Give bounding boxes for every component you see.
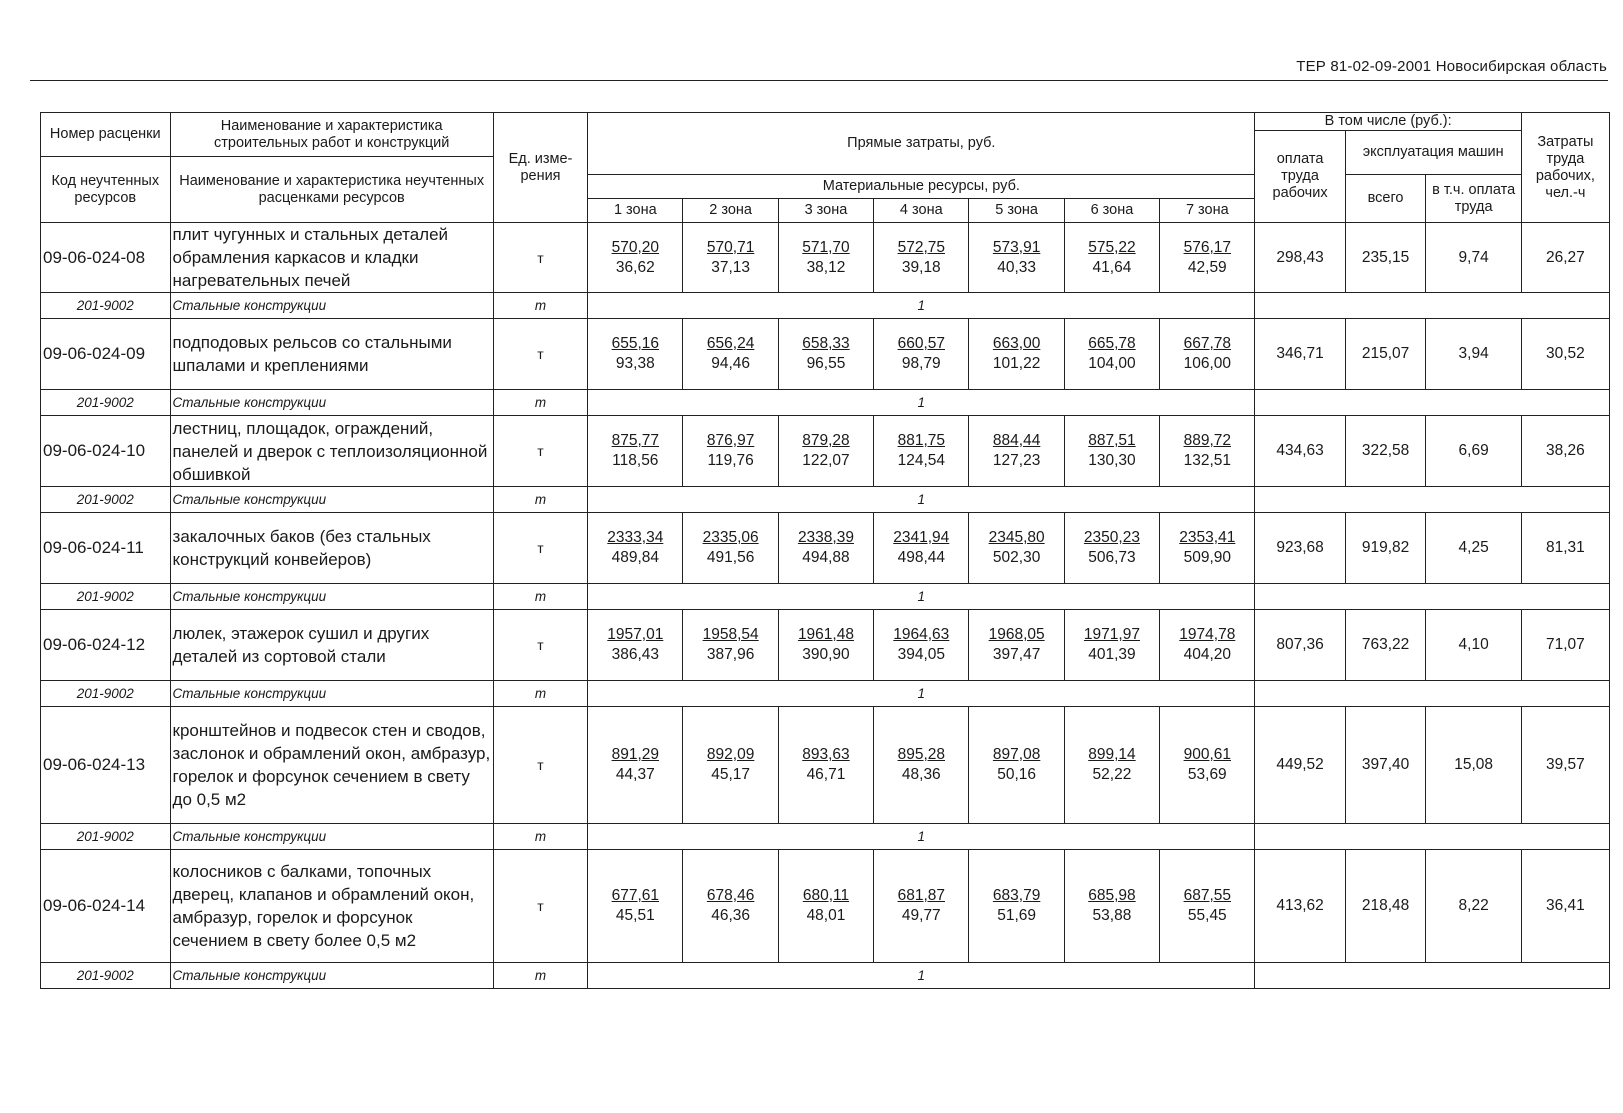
material-cost: 41,64 (1092, 258, 1132, 276)
header-zone: 4 зона (874, 199, 969, 223)
material-cost: 50,16 (997, 766, 1037, 783)
resource-unit: т (493, 584, 587, 610)
resource-row (41, 681, 1610, 707)
material-cost: 401,39 (1088, 646, 1136, 663)
resource-row (41, 390, 1610, 416)
resource-qty: 1 (588, 824, 1255, 850)
zone-price (1064, 610, 1159, 681)
zone-price (683, 416, 778, 487)
zone-price (969, 707, 1064, 824)
zone-price (778, 610, 873, 681)
direct-cost: 2350,23 (1083, 529, 1140, 546)
material-cost: 93,38 (615, 355, 655, 372)
unit: т (493, 850, 587, 963)
header-code: Код неучтенных ресурсов (41, 157, 171, 223)
work-name: кронштейнов и подвесок стен и сводов, заслонок и обрамлений окон, амбразур, горелок и форсунок сечением в свету до 0,5 м2 (170, 707, 493, 824)
unit: т (493, 223, 587, 293)
direct-cost: 681,87 (897, 887, 945, 904)
table-row (41, 223, 1610, 293)
material-cost: 491,56 (706, 549, 755, 566)
resource-code: 201-9002 (41, 584, 171, 610)
material-cost: 98,79 (901, 355, 941, 372)
material-cost: 394,05 (897, 646, 945, 663)
zone-price (969, 513, 1064, 584)
table-row (41, 319, 1610, 390)
zone-price (778, 850, 873, 963)
resource-blank (1255, 390, 1610, 416)
material-cost: 45,51 (615, 907, 655, 924)
material-cost: 94,46 (711, 355, 751, 372)
labor-hours: 36,41 (1521, 850, 1609, 963)
resource-name: Стальные конструкции (170, 824, 493, 850)
resource-unit: т (493, 293, 587, 319)
machines-pay: 8,22 (1426, 850, 1521, 963)
machines-pay: 3,94 (1426, 319, 1521, 390)
zone-price (588, 513, 683, 584)
header-machines-total: всего (1345, 175, 1426, 223)
zone-price (778, 416, 873, 487)
material-cost: 390,90 (802, 646, 850, 663)
zone-price (1160, 223, 1255, 293)
machines-pay: 4,10 (1426, 610, 1521, 681)
resource-qty: 1 (588, 681, 1255, 707)
rate-number: 09-06-024-10 (41, 416, 171, 487)
zone-price (588, 610, 683, 681)
direct-cost: 892,09 (706, 746, 755, 763)
table-row (41, 610, 1610, 681)
material-cost: 53,69 (1187, 766, 1227, 783)
header-zone: 2 зона (683, 199, 778, 223)
zone-price (683, 319, 778, 390)
table-row (41, 416, 1610, 487)
direct-cost: 2341,94 (893, 529, 950, 546)
material-cost: 489,84 (611, 549, 660, 566)
direct-cost: 889,72 (1183, 432, 1231, 449)
work-name: подподовых рельсов со стальными шпалами и креплениями (170, 319, 493, 390)
zone-price (969, 223, 1064, 293)
direct-cost: 576,17 (1183, 238, 1231, 256)
labor-pay: 923,68 (1255, 513, 1345, 584)
zone-price (874, 416, 969, 487)
material-cost: 101,22 (992, 355, 1041, 372)
zone-price (874, 319, 969, 390)
header-including: В том числе (руб.): (1255, 113, 1521, 131)
resource-qty: 1 (588, 293, 1255, 319)
resource-blank (1255, 487, 1610, 513)
zone-price (1160, 610, 1255, 681)
material-cost: 106,00 (1183, 355, 1231, 372)
direct-cost: 897,08 (992, 746, 1041, 763)
rate-number: 09-06-024-13 (41, 707, 171, 824)
resource-unit: т (493, 390, 587, 416)
zone-price (1064, 850, 1159, 963)
header-machines-pay: в т.ч. оплата труда (1426, 175, 1521, 223)
rate-number: 09-06-024-12 (41, 610, 171, 681)
unit: т (493, 610, 587, 681)
work-name: колосников с балками, топочных дверец, клапанов и обрамлений окон, амбразур, горелок и форсунок сечением в свету более 0,5 м2 (170, 850, 493, 963)
labor-pay: 413,62 (1255, 850, 1345, 963)
zone-price (588, 707, 683, 824)
direct-cost: 2333,34 (607, 529, 664, 546)
header-labor-pay: оплата труда рабочих (1255, 131, 1345, 223)
material-cost: 46,71 (806, 766, 846, 783)
labor-hours: 71,07 (1521, 610, 1609, 681)
zone-price (683, 610, 778, 681)
direct-cost: 875,77 (611, 432, 660, 449)
resource-blank (1255, 963, 1610, 989)
zone-price (683, 223, 778, 293)
material-cost: 52,22 (1092, 766, 1132, 783)
labor-pay: 449,52 (1255, 707, 1345, 824)
labor-hours: 81,31 (1521, 513, 1609, 584)
material-cost: 37,13 (711, 258, 751, 276)
material-cost: 386,43 (611, 646, 660, 663)
material-cost: 40,33 (997, 258, 1037, 276)
direct-cost: 571,70 (802, 238, 850, 256)
resource-row (41, 963, 1610, 989)
resource-qty: 1 (588, 584, 1255, 610)
material-cost: 48,01 (806, 907, 846, 924)
zone-price (588, 319, 683, 390)
unit: т (493, 319, 587, 390)
zone-price (874, 223, 969, 293)
zone-price (588, 223, 683, 293)
direct-cost: 1957,01 (607, 626, 664, 643)
resource-name: Стальные конструкции (170, 487, 493, 513)
unit: т (493, 707, 587, 824)
zone-price (874, 707, 969, 824)
header-direct-costs: Прямые затраты, руб. (588, 113, 1255, 175)
table-head (41, 113, 1610, 223)
resource-unit: т (493, 487, 587, 513)
zone-price (683, 707, 778, 824)
zone-price (969, 416, 1064, 487)
direct-cost: 685,98 (1088, 887, 1136, 904)
material-cost: 51,69 (997, 907, 1037, 924)
header-res-name: Наименование и характеристика неучтенных расценками ресурсов (170, 157, 493, 223)
material-cost: 506,73 (1088, 549, 1136, 566)
direct-cost: 663,00 (992, 335, 1041, 352)
page-header: ТЕР 81-02-09-2001 Новосибирская область (1296, 58, 1607, 75)
direct-cost: 572,75 (897, 238, 945, 256)
direct-cost: 660,57 (897, 335, 945, 352)
labor-hours: 39,57 (1521, 707, 1609, 824)
direct-cost: 687,55 (1183, 887, 1231, 904)
resource-name: Стальные конструкции (170, 293, 493, 319)
resource-name: Стальные конструкции (170, 963, 493, 989)
header-zone: 6 зона (1064, 199, 1159, 223)
material-cost: 509,90 (1183, 549, 1231, 566)
table-row (41, 707, 1610, 824)
material-cost: 39,18 (901, 258, 941, 276)
machines-pay: 6,69 (1426, 416, 1521, 487)
zone-price (1064, 416, 1159, 487)
zone-price (1160, 416, 1255, 487)
material-cost: 48,36 (901, 766, 941, 783)
rate-number: 09-06-024-08 (41, 223, 171, 293)
machines-total: 218,48 (1345, 850, 1426, 963)
table-body (41, 223, 1610, 989)
material-cost: 397,47 (992, 646, 1041, 663)
work-name: плит чугунных и стальных деталей обрамления каркасов и кладки нагревательных печей (170, 223, 493, 293)
resource-unit: т (493, 824, 587, 850)
direct-cost: 1958,54 (702, 626, 759, 643)
direct-cost: 893,63 (802, 746, 850, 763)
work-name: люлек, этажерок сушил и других деталей из сортовой стали (170, 610, 493, 681)
header-zone: 3 зона (778, 199, 873, 223)
material-cost: 404,20 (1183, 646, 1231, 663)
material-cost: 45,17 (711, 766, 751, 783)
material-cost: 49,77 (901, 907, 941, 924)
header-unit: Ед. изме- рения (493, 113, 587, 223)
rates-table (40, 112, 1610, 989)
resource-code: 201-9002 (41, 963, 171, 989)
zone-price (969, 850, 1064, 963)
zone-price (778, 513, 873, 584)
direct-cost: 667,78 (1183, 335, 1231, 352)
work-name: закалочных баков (без стальных конструкций конвейеров) (170, 513, 493, 584)
material-cost: 44,37 (615, 766, 655, 783)
header-materials: Материальные ресурсы, руб. (588, 175, 1255, 199)
direct-cost: 884,44 (992, 432, 1041, 449)
zone-price (1064, 223, 1159, 293)
header-zone: 1 зона (588, 199, 683, 223)
resource-blank (1255, 824, 1610, 850)
resource-unit: т (493, 963, 587, 989)
direct-cost: 2338,39 (797, 529, 854, 546)
resource-row (41, 584, 1610, 610)
header-rule (30, 80, 1608, 81)
zone-price (874, 610, 969, 681)
direct-cost: 2335,06 (702, 529, 759, 546)
zone-price (1160, 319, 1255, 390)
direct-cost: 575,22 (1088, 238, 1136, 256)
zone-price (1064, 513, 1159, 584)
direct-cost: 683,79 (992, 887, 1041, 904)
material-cost: 38,12 (806, 258, 846, 276)
unit: т (493, 416, 587, 487)
resource-code: 201-9002 (41, 487, 171, 513)
material-cost: 46,36 (711, 907, 751, 924)
labor-pay: 434,63 (1255, 416, 1345, 487)
direct-cost: 900,61 (1183, 746, 1231, 763)
material-cost: 53,88 (1092, 907, 1132, 924)
material-cost: 130,30 (1088, 452, 1136, 469)
direct-cost: 570,20 (611, 238, 660, 256)
resource-qty: 1 (588, 963, 1255, 989)
material-cost: 502,30 (992, 549, 1041, 566)
direct-cost: 665,78 (1088, 335, 1136, 352)
labor-pay: 346,71 (1255, 319, 1345, 390)
resource-row (41, 824, 1610, 850)
rate-number: 09-06-024-14 (41, 850, 171, 963)
resource-name: Стальные конструкции (170, 681, 493, 707)
material-cost: 96,55 (806, 355, 846, 372)
zone-price (1160, 513, 1255, 584)
material-cost: 122,07 (802, 452, 850, 469)
material-cost: 36,62 (615, 258, 655, 276)
resource-code: 201-9002 (41, 293, 171, 319)
rate-number: 09-06-024-11 (41, 513, 171, 584)
machines-pay: 4,25 (1426, 513, 1521, 584)
zone-price (778, 707, 873, 824)
direct-cost: 677,61 (611, 887, 660, 904)
direct-cost: 1961,48 (797, 626, 854, 643)
resource-blank (1255, 584, 1610, 610)
header-zone: 5 зона (969, 199, 1064, 223)
direct-cost: 678,46 (706, 887, 755, 904)
material-cost: 119,76 (707, 452, 754, 469)
labor-hours: 38,26 (1521, 416, 1609, 487)
direct-cost: 570,71 (706, 238, 755, 256)
resource-blank (1255, 681, 1610, 707)
zone-price (1064, 319, 1159, 390)
zone-price (969, 319, 1064, 390)
direct-cost: 876,97 (706, 432, 755, 449)
header-name: Наименование и характеристика строительных работ и конструкций (170, 113, 493, 157)
labor-pay: 807,36 (1255, 610, 1345, 681)
machines-total: 215,07 (1345, 319, 1426, 390)
direct-cost: 2345,80 (988, 529, 1045, 546)
material-cost: 124,54 (897, 452, 945, 469)
zone-price (588, 416, 683, 487)
resource-name: Стальные конструкции (170, 390, 493, 416)
material-cost: 104,00 (1088, 355, 1136, 372)
resource-blank (1255, 293, 1610, 319)
resource-name: Стальные конструкции (170, 584, 493, 610)
header-machines: эксплуатация машин (1345, 131, 1521, 175)
resource-qty: 1 (588, 390, 1255, 416)
work-name: лестниц, площадок, ограждений, панелей и дверок с теплоизоляционной обшивкой (170, 416, 493, 487)
machines-total: 397,40 (1345, 707, 1426, 824)
direct-cost: 879,28 (802, 432, 850, 449)
direct-cost: 1974,78 (1179, 626, 1236, 643)
material-cost: 494,88 (802, 549, 850, 566)
material-cost: 42,59 (1187, 258, 1227, 276)
resource-code: 201-9002 (41, 824, 171, 850)
material-cost: 118,56 (612, 452, 659, 469)
direct-cost: 658,33 (802, 335, 850, 352)
direct-cost: 680,11 (802, 887, 850, 904)
zone-price (1160, 707, 1255, 824)
machines-total: 322,58 (1345, 416, 1426, 487)
direct-cost: 656,24 (706, 335, 755, 352)
direct-cost: 887,51 (1088, 432, 1136, 449)
resource-row (41, 293, 1610, 319)
direct-cost: 1964,63 (893, 626, 950, 643)
labor-pay: 298,43 (1255, 223, 1345, 293)
zone-price (778, 319, 873, 390)
direct-cost: 2353,41 (1179, 529, 1236, 546)
header-number: Номер расценки (41, 113, 171, 157)
rate-number: 09-06-024-09 (41, 319, 171, 390)
unit: т (493, 513, 587, 584)
labor-hours: 30,52 (1521, 319, 1609, 390)
material-cost: 127,23 (992, 452, 1041, 469)
material-cost: 498,44 (897, 549, 945, 566)
machines-total: 763,22 (1345, 610, 1426, 681)
material-cost: 132,51 (1183, 452, 1231, 469)
machines-total: 235,15 (1345, 223, 1426, 293)
zone-price (588, 850, 683, 963)
material-cost: 387,96 (706, 646, 755, 663)
zone-price (683, 513, 778, 584)
direct-cost: 1968,05 (988, 626, 1045, 643)
resource-code: 201-9002 (41, 390, 171, 416)
direct-cost: 655,16 (611, 335, 660, 352)
resource-code: 201-9002 (41, 681, 171, 707)
zone-price (778, 223, 873, 293)
resource-unit: т (493, 681, 587, 707)
resource-row (41, 487, 1610, 513)
direct-cost: 891,29 (611, 746, 660, 763)
machines-pay: 15,08 (1426, 707, 1521, 824)
zone-price (969, 610, 1064, 681)
direct-cost: 899,14 (1088, 746, 1136, 763)
machines-pay: 9,74 (1426, 223, 1521, 293)
zone-price (874, 850, 969, 963)
zone-price (874, 513, 969, 584)
material-cost: 55,45 (1187, 907, 1227, 924)
header-labor: Затраты труда рабочих, чел.-ч (1521, 113, 1609, 223)
zone-price (1160, 850, 1255, 963)
machines-total: 919,82 (1345, 513, 1426, 584)
direct-cost: 881,75 (897, 432, 945, 449)
resource-qty: 1 (588, 487, 1255, 513)
direct-cost: 573,91 (992, 238, 1041, 256)
zone-price (1064, 707, 1159, 824)
zone-price (683, 850, 778, 963)
labor-hours: 26,27 (1521, 223, 1609, 293)
direct-cost: 1971,97 (1083, 626, 1140, 643)
header-zone: 7 зона (1160, 199, 1255, 223)
table-row (41, 513, 1610, 584)
table-row (41, 850, 1610, 963)
direct-cost: 895,28 (897, 746, 945, 763)
